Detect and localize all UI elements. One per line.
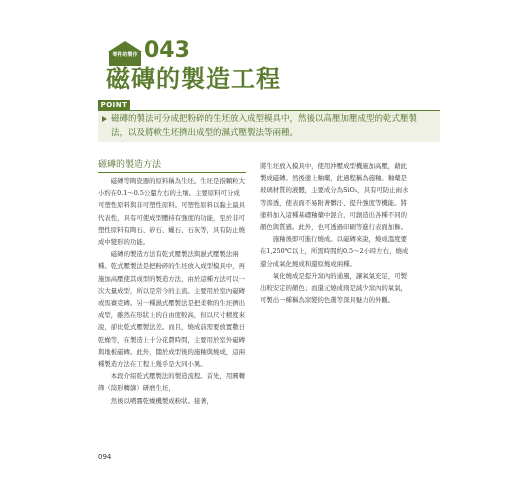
right-column [260, 160, 410, 306]
paragraph: 磁磚等陶瓷器的原料稱為生坯。生坯是指顆粒大小約在0.1～0.5公釐左右的土壤。主要原料可分成可塑性原料與非可塑性原料。可塑性原料以黏土最具代表性，具有可使成型體持有強度的功能，至於非可塑性原料有陶石、矽石、蠟石、石灰等，具有防止燒成中變形的功能。 [98, 177, 245, 247]
paragraph: 氧化燒成是提升窯內的通風，讓氧氣充足，可製出較安定的顏色；而還元燒成則是減少窯內的氧氣，可製出一種稱為窯變的色選等深具魅力的外觀。 [260, 271, 407, 305]
section-divider [98, 172, 246, 173]
paragraph: 施釉後即可進行燒成。以磁磚來說，燒成溫度要在1,250℃以上，所需時間約0.5～2小時左右，燒成還分成氧化燒成和還原燒成兩種。 [260, 235, 409, 268]
paragraph: 磁磚的製造方法有乾式壓製法與濕式壓製法兩種。乾式壓製法是把粉碎的生坯放入成型模具中，再施加高壓使其成型的製造方法，由於這種方法可以一次大量成型，所以是常今的主流。主要用於室內磁磚或馬賽克磚。另一種濕式壓製法是把柔軟的生坯擠出成型，雖然在形狀上的自由度較高，但以尺寸精度來說，卻比乾式壓製法差。而且，燒成前需要放置數日乾燥等，在製造上十分花費時間，主要用於室外磁磚與地板磁磚。此外，闊於成型後的施釉與燒成，這兩種製造方法在工程上幾乎是大同小異。 [98, 250, 245, 369]
paragraph: 本段介紹乾式壓製法的製造流程。首先，用圓轉筛（筒形轉篩）研磨生坯， [98, 372, 245, 393]
point-summary: 磁磚的製法可分成把粉碎的生坯放入成型模具中，然後以高壓加壓成型的乾式壓製法，以及將軟生坯擠出成型的濕式壓製法等兩種。 [111, 114, 418, 138]
chapter-badge-icon [106, 40, 144, 67]
section-heading: 磁磚的製造方法 [98, 160, 162, 170]
chapter-number: 043 [144, 38, 190, 63]
point-label: POINT [98, 100, 130, 111]
paragraph: 然後以噴霧乾燥機製成粉狀。接著， [110, 396, 214, 405]
left-column [98, 175, 246, 407]
page-number: 094 [98, 453, 112, 461]
triangle-bullet-icon [102, 116, 107, 122]
page-title: 磁磚的製造工程 [106, 65, 281, 93]
paragraph: 將生坯放入模具中，使用沖壓成型機施加高壓，藉此製成磁磚。然後塗上釉藥，此過程稱為施釉。釉藥是玻璃材質的液體，主要成分為SiO₂，具有可防止雨水等滲透，使表面不易附著髒汙、提升強度等機能。將塗料加入這種基礎釉藥中混合，可創造出各種不同的顏色與質感。此外，也可透過印刷等進行表面加飾。 [260, 162, 409, 232]
badge-label: 零件的製作 [112, 52, 138, 58]
